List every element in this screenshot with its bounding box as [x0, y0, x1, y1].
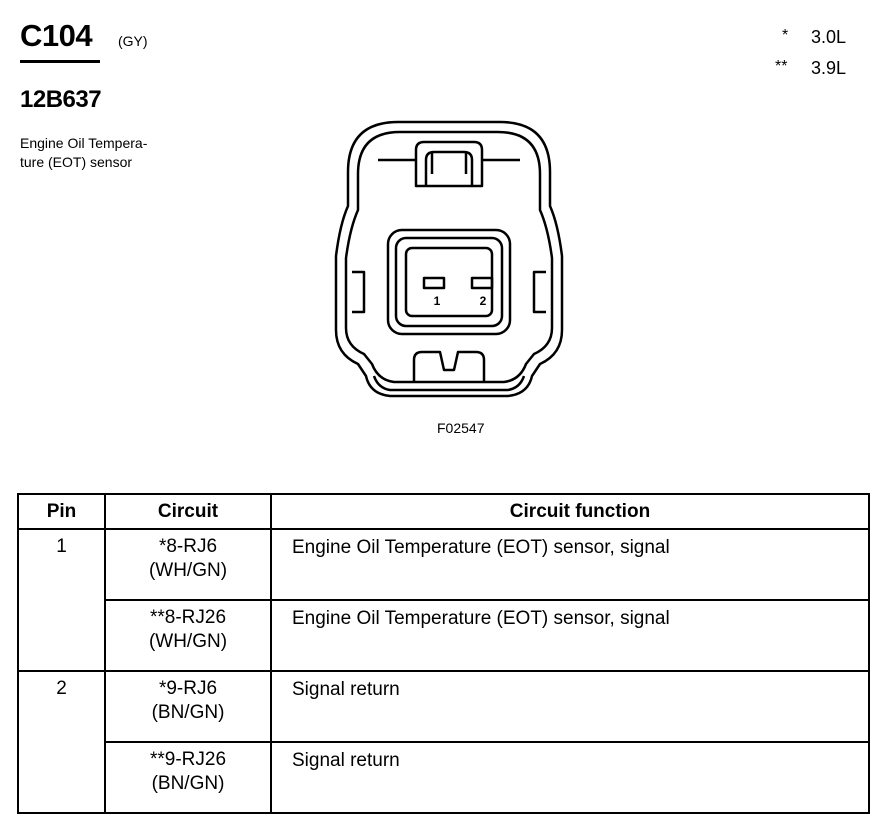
pin-label-1: 1 — [433, 294, 441, 308]
table-row — [18, 671, 869, 742]
circuit-id: *9-RJ6 — [158, 678, 218, 699]
terminal-1 — [424, 278, 444, 288]
part-number: 12B637 — [20, 86, 102, 113]
pin-label-2: 2 — [479, 294, 487, 308]
legend-value-single: 3.0L — [811, 27, 847, 47]
cavity-frame-mid — [396, 238, 502, 326]
circuit-cell — [105, 671, 271, 742]
title-underline — [20, 60, 100, 63]
connector-id: C104 — [20, 18, 93, 53]
function-cell: Signal return — [271, 742, 869, 813]
side-rib-left — [352, 272, 364, 312]
circuit-cell — [105, 529, 271, 600]
function-cell: Engine Oil Temperature (EOT) sensor, signal — [271, 529, 869, 600]
circuit-color: (WH/GN) — [148, 631, 228, 652]
component-description-line: Engine Oil Tempera- — [20, 135, 148, 151]
pin-cell: 2 — [18, 671, 105, 813]
legend-mark-double: ** — [775, 58, 788, 75]
header-function: Circuit function — [271, 494, 869, 529]
connector-color: (GY) — [118, 33, 148, 49]
function-cell: Signal return — [271, 671, 869, 742]
bottom-key — [414, 352, 484, 382]
circuit-id: **8-RJ26 — [149, 607, 227, 628]
pin-table — [17, 493, 870, 814]
terminal-2 — [472, 278, 492, 288]
table-header-row — [18, 494, 869, 529]
legend-value-double: 3.9L — [811, 58, 847, 78]
function-cell: Engine Oil Temperature (EOT) sensor, signal — [271, 600, 869, 671]
side-rib-right — [534, 272, 546, 312]
housing-inner — [346, 132, 552, 382]
connector-face-diagram — [318, 116, 580, 408]
pin-cell: 1 — [18, 529, 105, 671]
figure-id: F02547 — [437, 420, 485, 436]
component-description-line: ture (EOT) sensor — [20, 154, 133, 170]
table-row — [18, 742, 869, 813]
legend-mark-single: * — [782, 27, 789, 44]
circuit-id: *8-RJ6 — [158, 536, 218, 557]
header-pin: Pin — [18, 494, 105, 529]
circuit-id: **9-RJ26 — [149, 749, 227, 770]
housing-outer — [336, 122, 562, 396]
component-description — [20, 134, 190, 172]
header-circuit: Circuit — [105, 494, 271, 529]
circuit-cell — [105, 742, 271, 813]
circuit-color: (BN/GN) — [151, 773, 225, 794]
circuit-cell — [105, 600, 271, 671]
table-row — [18, 600, 869, 671]
circuit-color: (WH/GN) — [148, 560, 228, 581]
circuit-color: (BN/GN) — [151, 702, 225, 723]
table-row — [18, 529, 869, 600]
